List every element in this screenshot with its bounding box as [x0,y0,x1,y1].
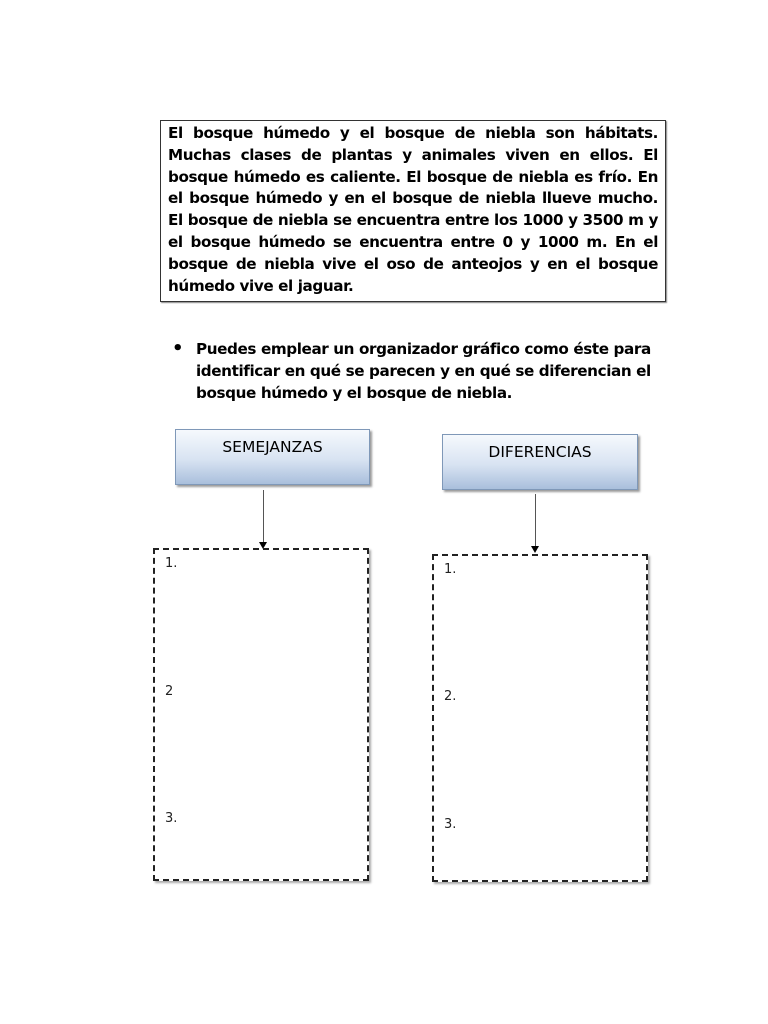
instruction-bullet [172,338,652,404]
instruction-text: Puedes emplear un organizador gráfico como éste para identificar en qué se parecen y en qué se diferencian el bosque húmedo y el bosque de niebla. [196,340,651,402]
semejanzas-item-1: 1. [165,556,178,571]
bullet-icon: • [172,338,184,359]
diferencias-arrow-down-icon [531,546,539,553]
diferencias-header [442,434,638,490]
diferencias-connector-line [535,494,536,547]
diferencias-item-1: 1. [444,562,457,577]
reading-passage [160,120,666,302]
diferencias-header-label: DIFERENCIAS [488,443,592,461]
semejanzas-connector-line [263,490,264,543]
reading-passage-text: El bosque húmedo y el bosque de niebla son hábitats. Muchas clases de plantas y animales viven en ellos. El bosque húmedo es caliente. El bosque de niebla es frío. En el bosque húmedo y en el bosque de niebla llueve mucho. El bosque de niebla se encuentra entre los 1000 y 3500 m y el bosque húmedo se encuentra entre 0 y 1000 m. En el bosque de niebla vive el oso de anteojos y en el bosque húmedo vive el jaguar. [168,124,658,295]
semejanzas-list-box [153,548,369,881]
diferencias-item-2: 2. [444,689,457,704]
semejanzas-header [175,429,370,485]
semejanzas-item-2: 2 [165,684,174,699]
diferencias-list-box [432,554,648,882]
semejanzas-item-3: 3. [165,811,178,826]
diferencias-item-3: 3. [444,817,457,832]
semejanzas-header-label: SEMEJANZAS [222,438,323,456]
